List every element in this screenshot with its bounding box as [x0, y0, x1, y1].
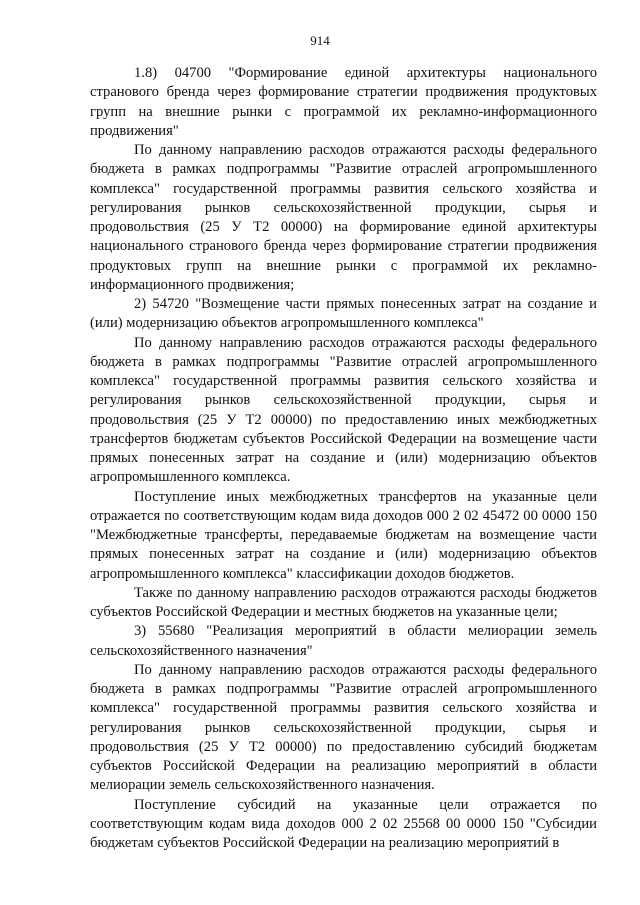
paragraph-expenses-compensation: По данному направлению расходов отражаются расходы федерального бюджета в рамках подпрограммы "Развитие отраслей агропромышленного комплекса" государственной программы развития сельского хозяйства и регулирования рынков сельскохозяйственной продукции, сырья и продовольствия (25 У Т2 00000) по предоставлению иных межбюджетных трансфертов бюджетам субъектов Российской Федерации на возмещение части прямых понесенных затрат на создание и (или) модернизацию объектов агропромышленного комплекса.: [90, 334, 597, 486]
paragraph-expenses-brand: По данному направлению расходов отражаются расходы федерального бюджета в рамках подпрограммы "Развитие отраслей агропромышленного комплекса" государственной программы развития сельского хозяйства и регулирования рынков сельскохозяйственной продукции, сырья и продовольствия (25 У Т2 00000) на формирование единой архитектуры национального странового бренда через формирование стратегии продвижения продуктовых групп на внешние рынки с программой их рекламно-информационного продвижения;: [90, 142, 597, 293]
paragraph-income-transfers: Поступление иных межбюджетных трансфертов на указанные цели отражается по соответствующим кодам вида доходов 000 2 02 45472 00 0000 150 "Межбюджетные трансферты, передаваемые бюджетам на возмещение части прямых понесенных затрат на создание и (или) модернизацию объектов агропромышленного комплекса" классификации доходов бюджетов.: [90, 488, 597, 582]
paragraph-item-2-heading: 2) 54720 "Возмещение части прямых понесенных затрат на создание и (или) модернизацию объектов агропромышленного комплекса": [90, 296, 597, 332]
paragraph-item-3-heading: 3) 55680 "Реализация мероприятий в области мелиорации земель сельскохозяйственного назначения": [90, 623, 597, 659]
paragraph-item-1-8-heading: 1.8) 04700 "Формирование единой архитектуры национального странового бренда через формирование стратегии продвижения продуктовых групп на внешние рынки с программой их рекламно-информационного продвижения": [90, 65, 597, 139]
paragraph-expenses-melioration: По данному направлению расходов отражаются расходы федерального бюджета в рамках подпрограммы "Развитие отраслей агропромышленного комплекса" государственной программы развития сельского хозяйства и регулирования рынков сельскохозяйственной продукции, сырья и продовольствия (25 У Т2 00000) по предоставлению субсидий бюджетам субъектов Российской Федерации на реализацию мероприятий в области мелиорации земель сельскохозяйственного назначения.: [90, 661, 597, 794]
paragraph-regional-local: Также по данному направлению расходов отражаются расходы бюджетов субъектов Российской Федерации и местных бюджетов на указанные цели;: [90, 584, 597, 620]
document-body: [90, 64, 597, 853]
paragraph-income-subsidies: Поступление субсидий на указанные цели отражается по соответствующим кодам вида доходов 000 2 02 25568 00 0000 150 "Субсидии бюджетам субъектов Российской Федерации на реализацию мероприятий в: [90, 796, 597, 851]
page-number: 914: [310, 33, 330, 48]
